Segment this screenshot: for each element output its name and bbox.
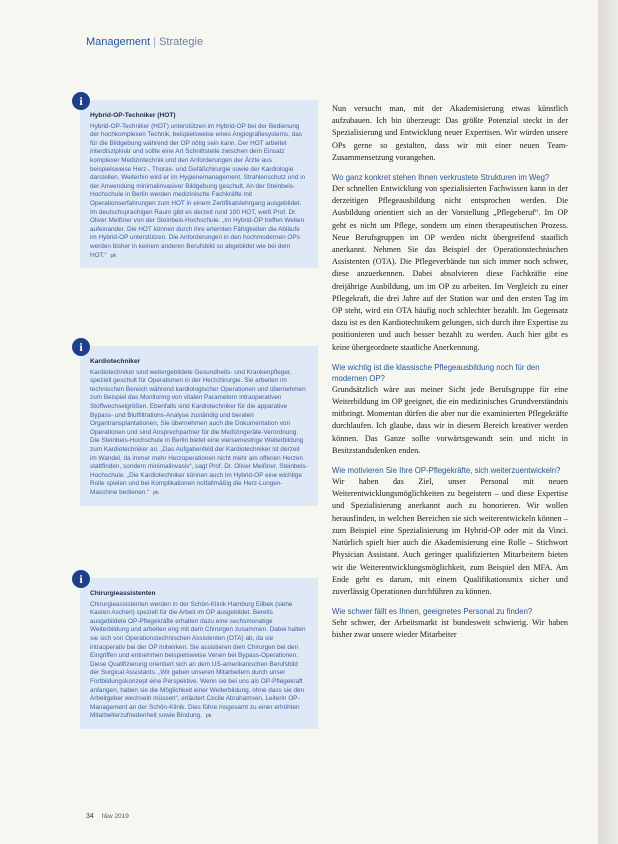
subsection-label: Strategie: [159, 36, 204, 48]
interview-answer: Grundsätzlich wäre aus meiner Sicht jede Berufsgruppe für eine Weiterbildung im OP geeignet, die ein medizinisches Grundverständnis mitbringt. Momentan dürfen die aber nur die examinierten Pflegekräfte durchlaufen. Ich glaube, dass wir in diesem Bereich kreativer werden können. Das Ganze sollte vorwärtsgewandt sein und nicht in Besitzstandsdenken enden.: [332, 384, 568, 455]
author-initials: pk: [153, 489, 159, 496]
page-footer: [86, 813, 129, 820]
interview-answer: Wir haben das Ziel, unser Personal mit neuen Weiterentwicklungsmöglichkeiten zu begeistern – und diese Expertise und Spezialisierung anerkannt auch zu honorieren. Wir wollen herausfinden, in welchen Bereichen sie sich weiterentwickeln können – zum Beispiel eine Spezialisierung im Hybrid-OP oder mit da Vinci. Natürlich spielt hier auch die Akademisierung eine Rolle – Stichwort Physician Assistant. Auch geringer qualifizierten Mitarbeitern bieten wir die Weiterentwicklungsmöglichkeit, zum Beispiel den MFA. Am Ende geht es darum, mit einem Qualifikationsmix sicher und zuverlässig Operationen durchführen zu können.: [332, 477, 568, 596]
author-initials: pk: [205, 713, 212, 720]
info-box-title: Hybrid-OP-Techniker (HOT): [90, 112, 176, 119]
info-box-kardiotechniker: [79, 340, 318, 506]
interview-question: Wie schwer fällt es Ihnen, geeignetes Personal zu finden?: [332, 607, 533, 617]
info-box-text: Hybrid-OP-Techniker (HOT) unterstützen im Hybrid-OP bei der Bedienung der hochkomplexen Technik, beispielsweise eines Angiografiesystems, das für die Bildgebung während der OP nötig sein kann. Der HOT arbeitet interdisziplinär und sollte eine Art Schnittstelle zwischen dem Einsatz komplexer Medizintechnik und den Anforderungen der Ärzte aus beispielsweise Herz-, Thorax- und Gefäßchirurgie sowie der Kardiologie darstellen. Weiterhin wird er im Hygienemanagement, Strahlenschutz und in der Anwendung minimalinvasiver Bildgebung geschult. An der Steinbeis-Hochschule in Berlin werden medizinische Fachkräfte mit Operationserfahrungen zum HOT in einem Zertifikatslehrgang ausgebildet. Im deutschsprachigen Raum gibt es derzeit rund 100 HOT, weiß Prof. Dr. Oliver Meißner von der Steinbeis-Hochschule. „Im Hybrid-OP treffen Welten aufeinander. Die HOT können durch ihre erlernten Fähigkeiten die Abläufe im Hybrid-OP unterstützen. Die Anforderungen in den hochmodernen OPs werden bisher in keinem anderen Berufsbild so abgebildet wie bei dem HOT.“ pk: [90, 122, 306, 259]
info-box-text: Kardiotechniker sind weitergebildete Gesundheits- und Krankenpfleger, speziell geschult für Operationen in der Herzchirurgie. Sie arbeiten im technischen Bereich während kardiologischer Operationen und übernehmen zum Beispiel das Monitoring von vitalen Parametern intraoperativen Stoffwechselgrößen. Ebenfalls sind Kardiotechniker für die apparative Bypass- und Blutfiltrations-Analyse zuständig und beraten Organtransplantationen, Sie übernehmen auch die Dokumentation von Operationen und sind Ansprechpartner für die Medizingeräte-Verordnung. Die Steinbeis-Hochschule in Berlin bietet eine viersemestrige Weiterbildung zum Kardiotechniker an. „Das Aufgabenfeld der Kardiotechniker ist derzeit im Wandel, da immer mehr Herzoperationen nicht mehr am offenen Herzen stattfinden, sondern minimalinvasiv“, sagt Prof. Dr. Oliver Meißner, Steinbeis-Hochschule. „Die Kardiotechniker können auch im Hybrid-OP eine wichtige Rolle spielen und bei Komplikationen notfallmäßig die Herz-Lungen-Maschine bedienen.“ pk: [90, 368, 308, 496]
info-box-chirurgieassistenten: [79, 572, 318, 729]
interview-question: Wie wichtig ist die klassische Pflegeausbildung noch für den modernen OP?: [332, 362, 540, 383]
page-number: 34: [86, 813, 94, 820]
header-separator: |: [153, 36, 157, 48]
interview-answer: Nun versucht man, mit der Akademisierung etwas künstlich aufzubauen. Ich bin überzeugt: Das größte Potenzial steckt in der Spezialisierung und Entwicklung neuer Expertisen. Wir würden unsere OPs gerne so gestalten, dass wir mit einer neuen Team-Zusammensetzung vorangehen.: [332, 104, 568, 162]
section-label: Management: [86, 36, 151, 48]
interview-question: Wo ganz konkret stehen Ihnen verkrustete Strukturen im Weg?: [332, 173, 550, 183]
info-box-title: Chirurgieassistenten: [90, 590, 156, 597]
info-box-title: Kardiotechniker: [90, 358, 141, 365]
author-initials: pk: [110, 252, 117, 259]
info-icon: i: [72, 338, 90, 356]
info-box-hot: [79, 94, 318, 268]
interview-question: Wie motivieren Sie Ihre OP-Pflegekräfte, sich weiterzuentwickeln?: [332, 466, 561, 476]
info-icon: i: [72, 570, 90, 588]
info-icon: i: [72, 92, 90, 110]
interview-column: [332, 103, 568, 642]
section-header: [86, 36, 203, 48]
magazine-issue: f&w 2019: [101, 813, 129, 820]
info-box-text: Chirurgieassistenten werden in der Schön-Klinik Hamburg Eilbek (siehe Kasten Aschen) speziell für die Arbeit im OP ausgebildet. Bereits ausgebildete OP-Pflegekräfte erhalten dazu eine sechsmonatige Weiterbildung und arbeiten eng mit dem Chirurgen zusammen. Dabei halten sie sich von Operationstechnischen Assistenten (OTA) ab, da sie intraoperativ bei der OP mitwirken. Sie assistieren dem Chirurgen bei den Eingriffen und entnehmen beispielsweise Venen bei Bypass-Operationen. Diese Qualifizierung orientiert sich an dem US-amerikanischen Berufsbild der Surgical Assistants. „Wir geben unseren Mitarbeitern durch unser Fortbildungskonzept eine Perspektive. Wenn sie bei uns als OP-Pflegekraft anfangen, haben sie die Möglichkeit einer Weiterbildung, ohne dass sie den Arbeitgeber wechseln müssen“, erläutert Cecile Abrahamsen, Leiterin OP-Management an der Schön-Klinik. Dies führe insgesamt zu einer erhöhten Mitarbeiterzufriedenheit sowie Bindung. pk: [90, 600, 306, 720]
facing-page-edge: [598, 0, 618, 844]
interview-answer: Sehr schwer, der Arbeitsmarkt ist bundesweit schwierig. Wir haben bisher zwar unsere wieder Mitarbeiter: [332, 618, 568, 640]
interview-answer: Der schnellen Entwicklung von spezialisierten Fachwissen kann in der derzeitigen Pflegeausbildung nicht entsprochen werden. Die Ausbildung orientiert sich an der Vorstellung „Pflegeberuf“. Im OP geht es nicht um Pflege, sondern um einen therapeutischen Prozess. Neue Berufsgruppen im OP werden nicht übergreifend staatlich anerkannt. Nehmen Sie das Beispiel der Operationstechnischen Assistenten (OTA). Die Pflegeverbände tun sich immer noch schwer, diese anzuerkennen. Dabei absolvieren diese Fachkräfte eine dreijährige Ausbildung, um im OP zu arbeiten. Im Vergleich zu einer Pflegekraft, die drei Jahre auf der Station war und den ersten Tag im OP steht, wird ein OTA häufig noch schlechter bezahlt. Im Gegensatz dazu ist es den Kardiotechnikern gelungen, sich durch ihre Expertise zu positionieren und auch besser bezahlt zu werden. Auch hier gibt es keine übergeordnete staatliche Anerkennung.: [332, 184, 568, 352]
